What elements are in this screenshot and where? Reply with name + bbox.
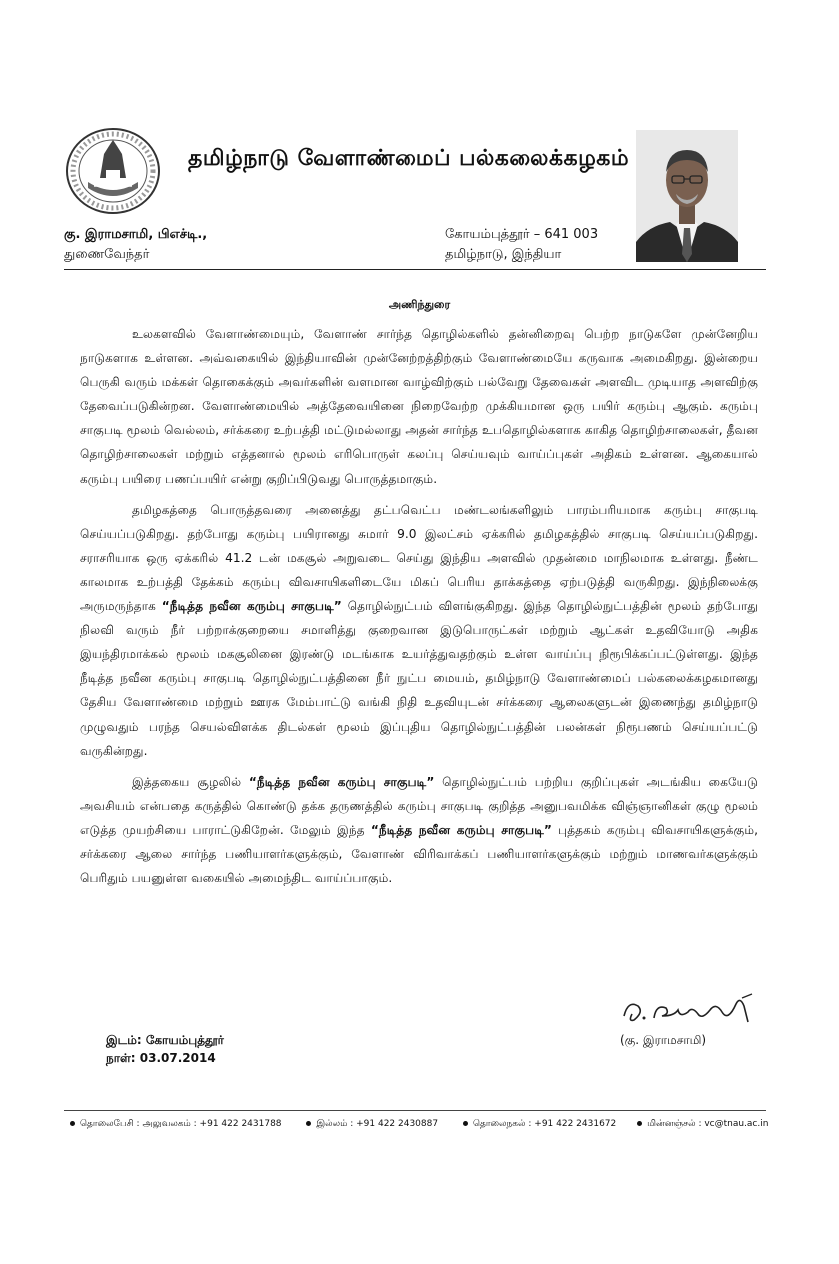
university-name: தமிழ்நாடு வேளாண்மைப் பல்கலைக்கழகம் [188,146,630,171]
paragraph-text: தொழில்நுட்பம் விளங்குகிறது. இந்த தொழில்நுட்பத்தின் மூலம் தற்போது நிலவி வரும் நீர் பற்றாக்குறையை சமாளித்து குறைவான இடுபொருட்கள் மற்றும் ஆட்கள் உதவியோடு அதிக இயந்திரமாக்கல் மூலம் மகசூலினை இரண்டு மடங்காக உயர்த்துவதற்கும் உள்ள வாய்ப்பு நிரூபிக்கப்பட்டுள்ளது. இந்த நீடித்த நவீன கரும்பு சாகுபடி தொழில்நுட்பத்தினை நீர் நுட்ப மையம், தமிழ்நாடு வேளாண்மைப் பல்கலைக்கழகமானது தேசிய வேளாண்மை மற்றும் ஊரக மேம்பாட்டு வங்கி நிதி உதவியுடன் சர்க்கரை ஆலைகளுடன் இணைந்து தமிழ்நாடு முழுவதும் பரந்த செயல்விளக்க திடல்கள் மூலம் இப்புதிய தொழில்நுட்பத்தின் பலன்கள் நிரூபணம் செய்யப்பட்டு வருகின்றது. [80,599,758,758]
paragraph-text: இத்தகைய சூழலில் [132,774,249,789]
footer-email: மின்னஞ்சல் : vc@tnau.ac.in [637,1119,768,1130]
emphasized-title: “நீடித்த நவீன கரும்பு சாகுபடி” [248,774,435,789]
university-logo [64,126,162,216]
handwritten-signature [618,992,758,1032]
vice-chancellor-name: கு. இராமசாமி, பிஎச்டி., [64,227,208,242]
vice-chancellor-title: துணைவேந்தர் [64,247,150,262]
paragraph-1 [80,322,758,491]
bullet-icon [70,1121,75,1126]
paragraph-text: உலகளவில் வேளாண்மையும், வேளாண் சார்ந்த தொழில்களில் தன்னிறைவு பெற்ற நாடுகளே முன்னேறிய நாடுகளாக உள்ளன. அவ்வகையில் இந்தியாவின் முன்னேற்றத்திற்கும் வேளாண்மையே கருவாக அமைகிறது. இன்றைய பெருகி வரும் மக்கள் தொகைக்கும் அவர்களின் வளமான வாழ்விற்கும் பல்வேறு தேவைகள் அளவிட முடியாத அளவிற்கு தேவைப்படுகின்றன. வேளாண்மையில் அத்தேவையினை நிறைவேற்ற முக்கியமான ஒரு பயிர் கரும்பு ஆகும். கரும்பு சாகுபடி மூலம் வெல்லம், சர்க்கரை உற்பத்தி மட்டுமல்லாது அதன் சார்ந்த உபதொழில்களாக காகித தொழிற்சாலைகள், தீவன தொழிற்சாலைகள் மற்றும் எத்தனால் மூலம் எரிபொருள் கலப்பு செய்யவும் வாய்ப்புகள் அதிகம் உள்ளன. ஆகையால் கரும்பு பயிரை பணப்பயிர் என்று குறிப்பிடுவது பொருத்தமாகும். [80,327,758,486]
document-body [80,322,758,897]
place: இடம்: கோயம்புத்தூர் [106,1033,224,1047]
address-line-1: கோயம்புத்தூர் – 641 003 [445,227,599,242]
footer-phone-office: தொலைபேசி : அலுவலகம் : +91 422 2431788 [70,1119,282,1130]
paragraph-2 [80,498,758,763]
footer-divider [64,1110,766,1111]
address-line-2: தமிழ்நாடு, இந்தியா [445,247,562,262]
header-divider [64,269,766,270]
footer-phone-home: இல்லம் : +91 422 2430887 [306,1119,438,1130]
bullet-icon [463,1121,468,1126]
bullet-icon [637,1121,642,1126]
emphasized-title: “நீடித்த நவீன கரும்பு சாகுபடி” [370,822,552,837]
paragraph-3 [80,770,758,890]
paragraph-text: புத்தகம் கரும்பு விவசாயிகளுக்கும், சர்க்கரை ஆலை சார்ந்த பணியாளர்களுக்கும், வேளாண் விரிவாக்கப் பணியாளர்களுக்கும் மற்றும் மாணவர்களுக்கும் பெரிதும் பயனுள்ள வகையில் அமைந்திட வாய்ப்பாகும். [80,822,758,886]
paragraph-text: தொழில்நுட்பம் பற்றிய குறிப்புகள் அடங்கிய கையேடு அவசியம் என்பதை கருத்தில் கொண்டு தக்க தருணத்தில் கரும்பு சாகுபடி குறித்த அனுபவமிக்க விஞ்ஞானிகள் குழு மூலம் எடுத்த முயற்சியை பாராட்டுகிறேன். மேலும் இந்த [80,774,758,837]
vice-chancellor-photo [636,130,738,262]
date: நாள்: 03.07.2014 [106,1051,216,1065]
emphasized-title: “நீடித்த நவீன கரும்பு சாகுபடி” [161,599,342,614]
bullet-icon [306,1121,311,1126]
signatory-name: (கு. இராமசாமி) [620,1033,707,1047]
contact-footer [70,1119,768,1130]
document-heading: அணிந்துரை [388,298,451,311]
paragraph-text: தமிழகத்தை பொருத்தவரை அனைத்து தட்பவெட்ப மண்டலங்களிலும் பாரம்பரியமாக கரும்பு சாகுபடி செய்யப்படுகிறது. தற்போது கரும்பு பயிரானது சுமார் 9.0 இலட்சம் ஏக்கரில் தமிழகத்தில் சாகுபடி செய்யப்படுகிறது. சராசரியாக ஒரு ஏக்கரில் 41.2 டன் மகசூல் அறுவடை செய்து இந்திய அளவில் முதன்மை மாநிலமாக உள்ளது. நீண்ட காலமாக உற்பத்தி தேக்கம் கரும்பு விவசாயிகளிடையே மிகப் பெரிய தாக்கத்தை ஏற்படுத்தி வருகிறது. இந்நிலைக்கு அருமருந்தாக [80,502,758,614]
footer-fax: தொலைநகல் : +91 422 2431672 [463,1119,616,1130]
